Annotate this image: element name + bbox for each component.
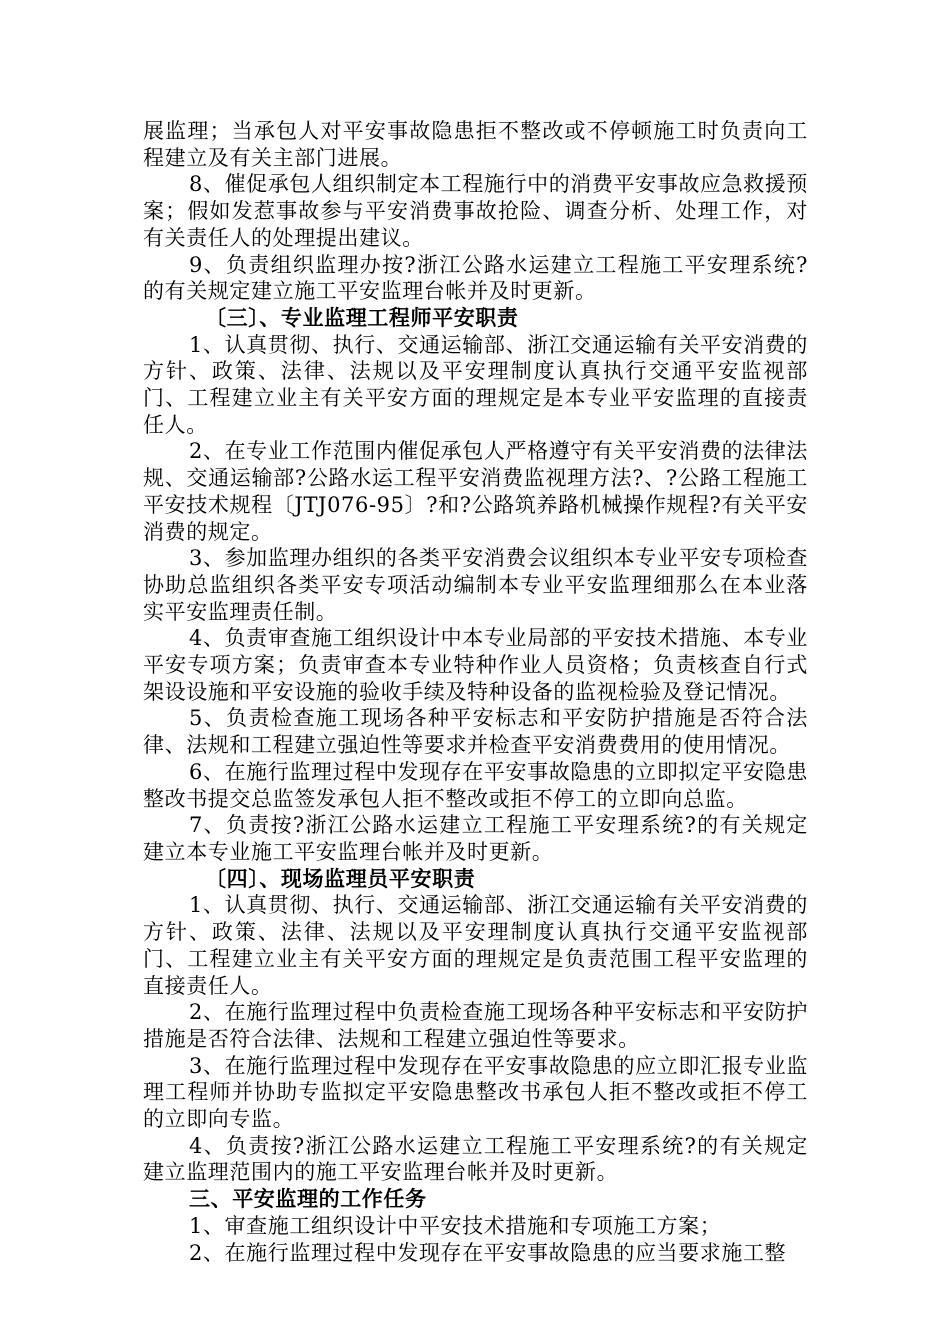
paragraph: 展监理；当承包人对平安事故隐患拒不整改或不停顿施工时负责向工程建立及有关主部门进展。 <box>143 119 808 170</box>
paragraph: 1、认真贯彻、执行、交通运输部、浙江交通运输有关平安消费的方针、政策、法律、法规以及平安理制度认真执行交通平安监视部门、工程建立业主有关平安方面的理规定是本专业平安监理的直接责任人。 <box>143 332 808 437</box>
chapter-heading: 三、平安监理的工作任务 <box>189 1186 427 1212</box>
paragraph: 1、审查施工组织设计中平安技术措施和专项施工方案； <box>189 1213 722 1238</box>
paragraph: 4、负责按?浙江公路水运建立工程施工平安理系统?的有关规定建立监理范围内的施工平安监理台帐并及时更新。 <box>143 1133 808 1185</box>
paragraph: 9、负责组织监理办按?浙江公路水运建立工程施工平安理系统?的有关规定建立施工平安监理台帐并及时更新。 <box>143 252 808 304</box>
paragraph: 3、参加监理办组织的各类平安消费会议组织本专业平安专项检查协助总监组织各类平安专项活动编制本专业平安监理细那么在本业落实平安监理责任制。 <box>143 546 808 624</box>
section-heading: 〔三〕、专业监理工程师平安职责 <box>205 304 519 330</box>
paragraph: 6、在施行监理过程中发现存在平安事故隐患的立即拟定平安隐患整改书提交总监签发承包人拒不整改或拒不停工的立即向总监。 <box>143 759 808 811</box>
paragraph: 8、催促承包人组织制定本工程施行中的消费平安事故应急救援预案；假如发惹事故参与平安消费事故抢险、调查分析、处理工作，对有关责任人的处理提出建议。 <box>143 172 808 250</box>
paragraph: 2、在施行监理过程中发现存在平安事故隐患的应当要求施工整 <box>189 1240 787 1265</box>
paragraph: 1、认真贯彻、执行、交通运输部、浙江交通运输有关平安消费的方针、政策、法律、法规以及平安理制度认真执行交通平安监视部门、工程建立业主有关平安方面的理规定是负责范围工程平安监理的直接责任人。 <box>143 893 808 998</box>
paragraph: 2、在施行监理过程中负责检查施工现场各种平安标志和平安防护措施是否符合法律、法规和工程建立强迫性等要求。 <box>143 1000 808 1051</box>
section-heading: 〔四〕、现场监理员平安职责 <box>205 865 476 891</box>
paragraph: 7、负责按?浙江公路水运建立工程施工平安理系统?的有关规定建立本专业施工平安监理台帐并及时更新。 <box>143 813 808 864</box>
paragraph: 4、负责审查施工组织设计中本专业局部的平安技术措施、本专业平安专项方案；负责审查本专业特种作业人员资格；负责核查自行式架设设施和平安设施的验收手续及特种设备的监视检验及登记情况。 <box>143 626 808 704</box>
paragraph: 3、在施行监理过程中发现存在平安事故隐患的应立即汇报专业监理工程师并协助专监拟定平安隐患整改书承包人拒不整改或拒不停工的立即向专监。 <box>143 1053 808 1132</box>
document-body <box>143 118 808 1266</box>
paragraph: 5、负责检查施工现场各种平安标志和平安防护措施是否符合法律、法规和工程建立强迫性等要求并检查平安消费费用的使用情况。 <box>143 706 808 758</box>
paragraph: 2、在专业工作范围内催促承包人严格遵守有关平安消费的法律法规、交通运输部?公路水运工程平安消费监视理方法?、?公路工程施工平安技术规程〔JTJ076-95〕?和?公路筑养路机械操作规程?有关平安消费的规定。 <box>143 439 808 544</box>
